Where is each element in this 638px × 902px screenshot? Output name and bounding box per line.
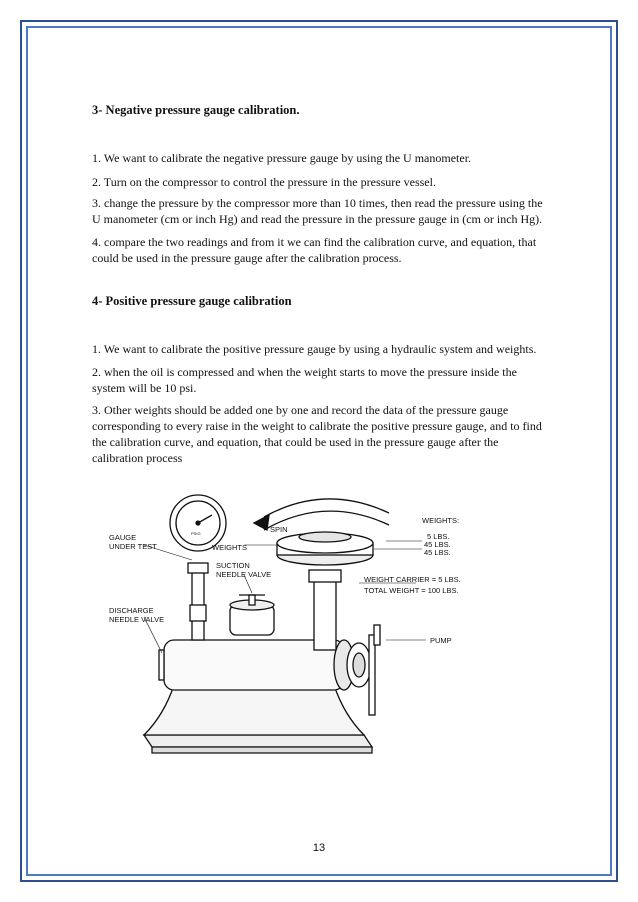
label-weights-left: WEIGHTS <box>212 543 247 552</box>
label-suction-1: SUCTION <box>216 561 250 570</box>
label-weight-3: 45 LBS. <box>424 548 451 557</box>
label-under-test: UNDER TEST <box>109 542 157 551</box>
label-weight-2: 45 LBS. <box>424 540 451 549</box>
page-number: 13 <box>312 842 326 854</box>
label-pump: PUMP <box>430 636 452 645</box>
section-4-item-1: 1. We want to calibrate the positive pressure gauge by using a hydraulic system and weights. <box>92 342 537 356</box>
section-4-heading: 4- Positive pressure gauge calibration <box>92 294 292 308</box>
label-total-weight: TOTAL WEIGHT = 100 LBS. <box>364 586 459 595</box>
label-weights-header: WEIGHTS: <box>422 516 460 525</box>
label-weight-1: 5 LBS. <box>427 532 450 541</box>
label-discharge-2: NEEDLE VALVE <box>109 615 165 624</box>
label-gauge: GAUGE <box>109 533 137 542</box>
label-discharge-1: DISCHARGE <box>109 606 154 615</box>
section-3-item-1: 1. We want to calibrate the negative pressure gauge by using the U manometer. <box>92 151 472 165</box>
label-suction-2: NEEDLE VALVE <box>216 570 272 579</box>
section-3-item-4: 4. compare the two readings and from it we can find the calibration curve, and equation, that could be used in the pressure gauge after the calibration process. <box>92 235 537 265</box>
label-spin: SPIN <box>270 525 288 534</box>
section-4-item-3: 3. Other weights should be added one by one and record the data of the pressure gauge corresponding to every raise in the weight to calibrate the positive pressure gauge, and to find the calibration curve, and equation, that could be used in the pressure gauge after the calibration process <box>92 403 542 465</box>
label-weight-carrier: WEIGHT CARRIER = 5 LBS. <box>364 575 461 584</box>
section-3-item-2: 2. Turn on the compressor to control the pressure in the pressure vessel. <box>92 175 436 189</box>
section-4-item-2: 2. when the oil is compressed and when the weight starts to move the pressure inside the system will be 10 psi. <box>92 365 517 395</box>
label-gauge-face: PSIG <box>191 531 201 536</box>
section-3-heading: 3- Negative pressure gauge calibration. <box>92 103 300 117</box>
section-3-item-3: 3. change the pressure by the compressor more than 10 times, then read the pressure using the U manometer (cm or inch Hg) and read the pressure in the pressure gauge in (cm or inch Hg). <box>92 196 543 226</box>
deadweight-tester-diagram <box>104 485 474 765</box>
